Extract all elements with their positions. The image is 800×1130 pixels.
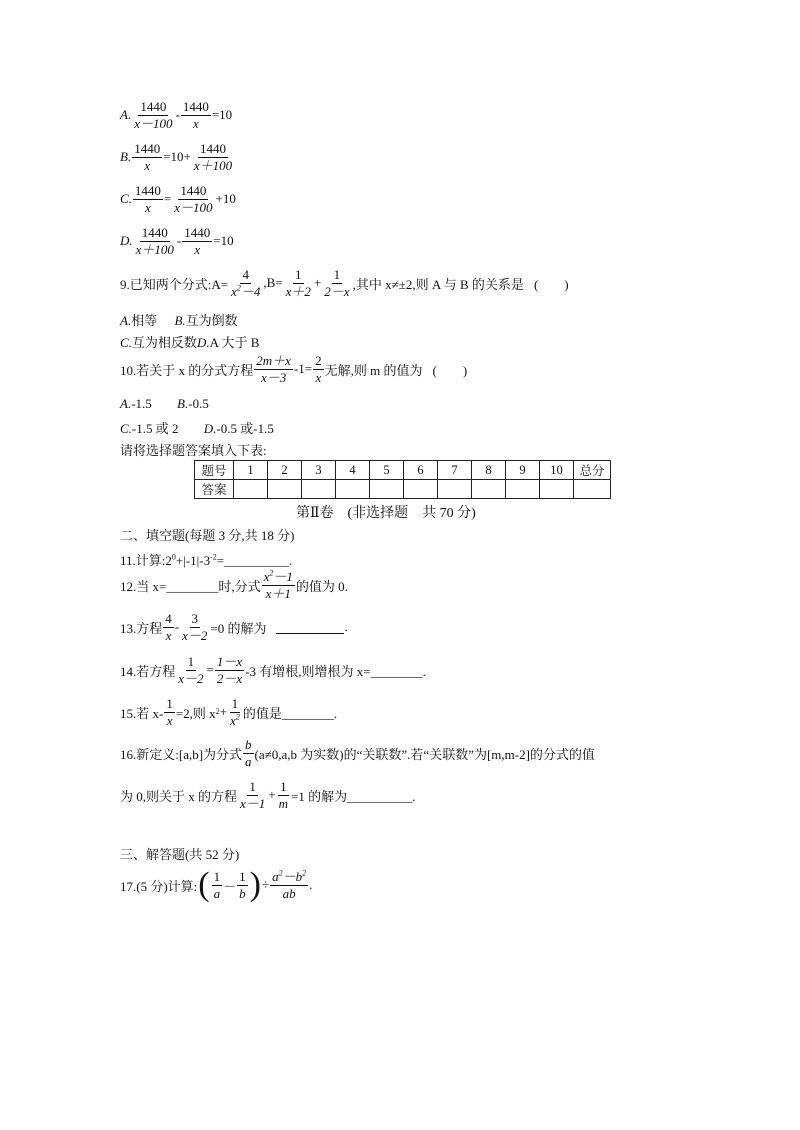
fraction: $\frac{1}{2-x}$ (324, 267, 350, 299)
table-intro: 请将选择题答案填入下表: (120, 443, 267, 458)
fraction: $\frac{1}{x-2}$ (178, 654, 204, 686)
q8-option-a: A. $\frac{1440}{x-100}$ - $\frac{1440}{x}$ =10 (120, 99, 233, 131)
fraction: $\frac{b}{a}$ (245, 737, 252, 769)
fraction: $\frac{4}{x^2-4}$ (231, 267, 261, 299)
fraction: $\frac{1440}{x}$ (184, 225, 211, 257)
answer-cell[interactable] (438, 480, 472, 499)
fraction: $\frac{1}{x^2}$ (230, 696, 240, 728)
fraction: $\frac{1}{x}$ (166, 696, 173, 728)
fraction: $\frac{1440}{x}$ (134, 141, 161, 173)
fraction: $\frac{1440}{x}$ (182, 99, 209, 131)
q8-option-d: D. $\frac{1440}{x+100}$ - $\frac{1440}{x}$ =10 (120, 225, 234, 257)
fraction: $\frac{3}{x-2}$ (182, 611, 208, 643)
answer-parentheses: ( ) (432, 362, 468, 378)
question-15: 15.若 x- $\frac{1}{x}$ =2,则 x 2 + $\frac{1}{x^2}$ 的值是________. (120, 696, 338, 728)
fraction: $\frac{4}{x}$ (165, 611, 172, 643)
option-label: A. (120, 107, 132, 123)
question-12: 12.当 x=________时,分式 $\frac{x^2-1}{x+1}$ 的值为 0. (120, 568, 348, 601)
q10-options-ab: A.-1.5 B.-0.5 (120, 396, 209, 411)
question-10: 10.若关于 x 的分式方程 $\frac{2m+x}{x-3}$ -1= $\frac{2}{x}$ 无解,则 m 的值为 ( ) (120, 353, 468, 385)
fraction: $\frac{1}{b}$ (239, 868, 246, 901)
section-3-title: 三、解答题(共 52 分) (120, 847, 240, 862)
fraction: $\frac{1-x}{2-x}$ (216, 654, 243, 686)
question-16-line-2: 为 0,则关于 x 的方程 $\frac{1}{x-1}$ + $\frac{1}{m}$ =1 的解为__________. (120, 779, 416, 811)
fraction: $\frac{1}{m}$ (278, 779, 289, 811)
q8-option-b: B. $\frac{1440}{x}$ =10+ $\frac{1440}{x+100}$ (120, 141, 233, 173)
option-label: D. (120, 233, 133, 249)
fraction: $\frac{1}{a}$ (213, 868, 221, 901)
answer-cell[interactable] (540, 480, 574, 499)
answer-cell[interactable] (234, 480, 268, 499)
q9-options-ab: A.相等 B.互为倒数 (120, 313, 238, 328)
answer-table (194, 460, 611, 499)
total-cell[interactable] (574, 480, 611, 499)
row-label: 答案 (195, 480, 234, 499)
question-11: 11.计算$:2^0+|-1|-3^{-2}=\_\_\_\_\_\_\_\_\_\_$. (120, 552, 293, 568)
fraction: $\frac{1440}{x+100}$ (135, 225, 174, 257)
fraction: $\frac{2}{x}$ (315, 353, 322, 385)
answer-cell[interactable] (506, 480, 540, 499)
table-row: 题号 1 2 3 4 5 6 7 8 9 10 总分 (195, 461, 611, 480)
fraction: $\frac{2m+x}{x-3}$ (256, 353, 291, 385)
question-17: 17.(5 分)计算: ( $\frac{1}{a}$ － $\frac{1}{b}$ ) ÷ $\frac{a^2-b^2}{ab}$ . (120, 866, 313, 903)
q10-options-cd: C.-1.5 或 2 D.-0.5 或-1.5 (120, 421, 274, 436)
option-label: C. (120, 191, 132, 207)
answer-cell[interactable] (472, 480, 506, 499)
q8-option-c: C. $\frac{1440}{x}$ = $\frac{1440}{x-100}$ +10 (120, 183, 236, 215)
answer-cell[interactable] (370, 480, 404, 499)
question-13: 13.方程 $\frac{4}{x}$ - $\frac{3}{x-2}$ =0 的解为 . (120, 611, 348, 643)
table-row (195, 480, 611, 499)
question-14: 14.若方程 $\frac{1}{x-2}$ = $\frac{1-x}{2-x}$ -3 有增根,则增根为 x=________. (120, 654, 426, 686)
section-2-title: 二、填空题(每题 3 分,共 18 分) (120, 528, 295, 543)
answer-parentheses: ( ) (533, 276, 569, 292)
fraction: $\frac{a^2-b^2}{ab}$ (272, 868, 307, 901)
answer-cell[interactable] (404, 480, 438, 499)
fraction: $\frac{1}{x-1}$ (240, 779, 266, 811)
q9-options-cd: C.互为相反数D.A 大于 B (120, 335, 260, 350)
question-9: 9.已知两个分式:A= $\frac{4}{x^2-4}$ ,B= $\frac{1}{x+2}$ + $\frac{1}{2-x}$ ,其中 x≠±2,则 A 与 B 的关系是 ( ) (120, 267, 569, 299)
fraction: $\frac{1440}{x}$ (134, 183, 161, 215)
fraction: $\frac{1440}{x+100}$ (193, 141, 233, 173)
part-2-title: 第Ⅱ卷 (非选择题 共 70 分) (296, 506, 476, 521)
fraction: $\frac{1440}{x-100}$ (174, 183, 213, 215)
answer-cell[interactable] (336, 480, 370, 499)
option-label: B. (120, 149, 132, 165)
answer-blank[interactable] (276, 621, 344, 634)
fraction: $\frac{1}{x+2}$ (285, 267, 311, 299)
answer-cell[interactable] (302, 480, 336, 499)
row-label: 题号 (195, 461, 234, 480)
fraction: $\frac{1440}{x-100}$ (134, 99, 173, 131)
answer-cell[interactable] (268, 480, 302, 499)
fraction: $\frac{x^2-1}{x+1}$ (263, 568, 293, 601)
question-16: 16.新定义:[a,b]为分式 $\frac{b}{a}$ (a≠0,a,b 为实数)的“关联数”.若“关联数”为[m,m-2]的分式的值 (120, 737, 595, 769)
